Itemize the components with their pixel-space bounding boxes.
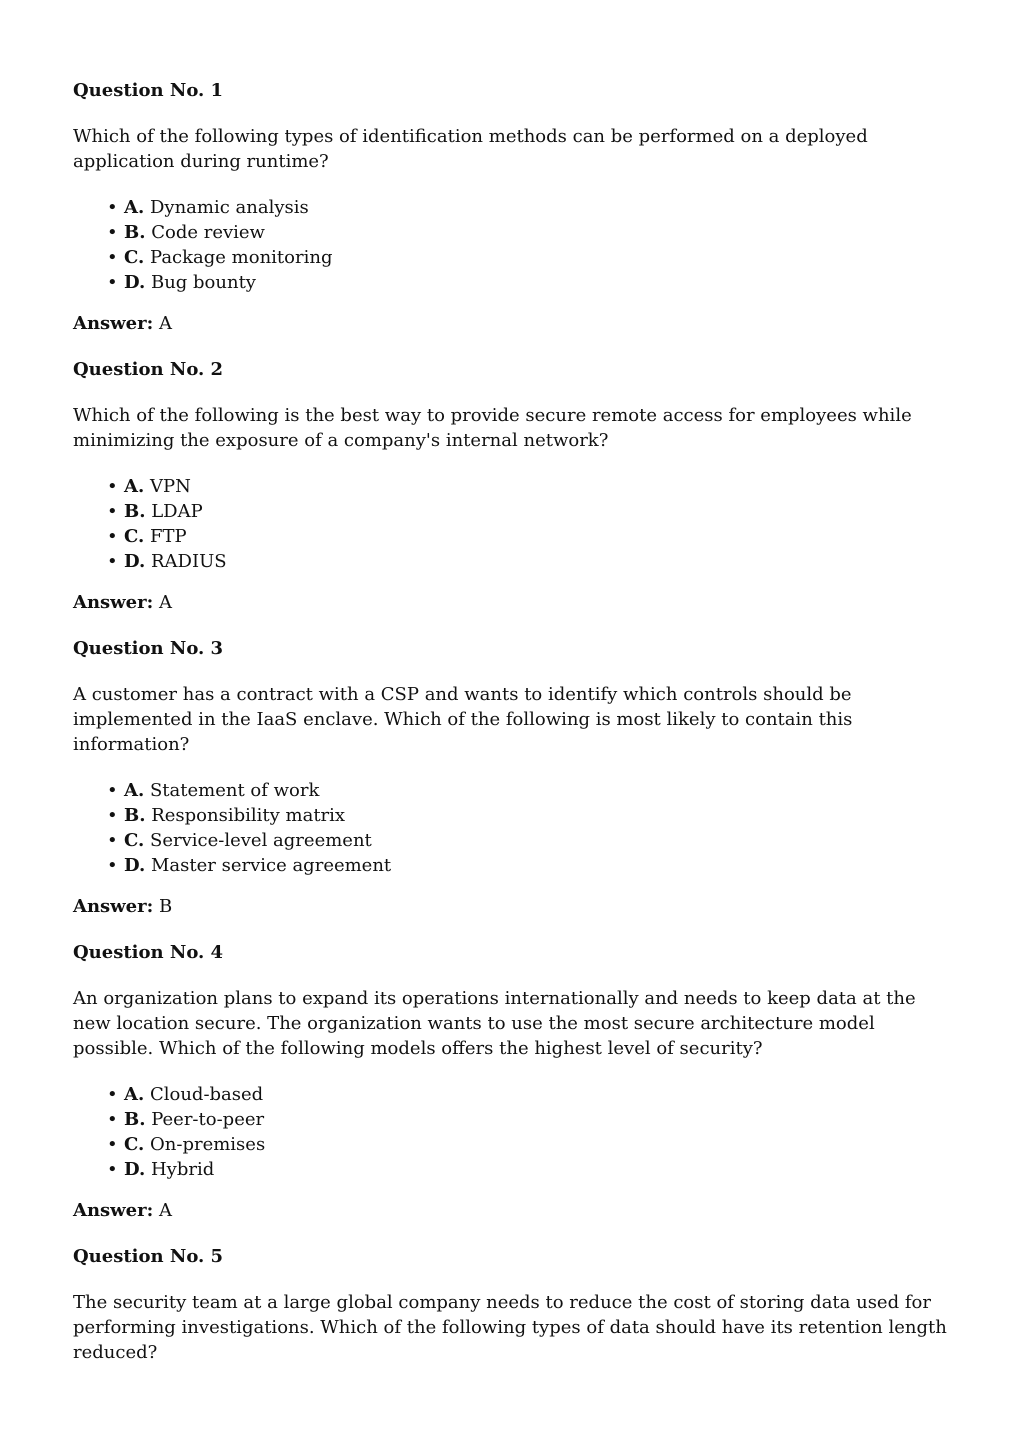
option-letter: D. — [124, 855, 146, 876]
answer-label: Answer: — [73, 1200, 154, 1221]
answer-value: A — [159, 313, 172, 334]
bullet-icon: • — [107, 222, 118, 243]
answer-options — [73, 1082, 951, 1182]
option-d — [107, 549, 951, 574]
option-text: On-premises — [150, 1134, 266, 1155]
question-3 — [73, 636, 951, 919]
question-heading: Question No. 3 — [73, 638, 224, 659]
option-text: Statement of work — [149, 780, 320, 801]
bullet-icon: • — [107, 501, 118, 522]
question-heading: Question No. 5 — [73, 1246, 224, 1267]
option-letter: D. — [124, 272, 146, 293]
option-text: Peer-to-peer — [151, 1109, 265, 1130]
option-b — [107, 803, 951, 828]
option-a — [107, 474, 951, 499]
bullet-icon: • — [107, 551, 118, 572]
answer-value: B — [159, 896, 173, 917]
question-text: A customer has a contract with a CSP and wants to identify which controls should be implemented in the IaaS enclave. Which of the following is most likely to contain this information? — [73, 684, 853, 755]
option-b — [107, 1107, 951, 1132]
bullet-icon: • — [107, 855, 118, 876]
bullet-icon: • — [107, 476, 118, 497]
option-letter: C. — [124, 830, 145, 851]
option-letter: B. — [124, 1109, 146, 1130]
answer-line — [73, 894, 951, 919]
option-a — [107, 778, 951, 803]
option-letter: C. — [124, 1134, 145, 1155]
bullet-icon: • — [107, 1084, 118, 1105]
bullet-icon: • — [107, 247, 118, 268]
bullet-icon: • — [107, 272, 118, 293]
option-letter: B. — [124, 222, 146, 243]
option-a — [107, 1082, 951, 1107]
answer-label: Answer: — [73, 592, 154, 613]
option-d — [107, 853, 951, 878]
answer-line — [73, 311, 951, 336]
option-letter: C. — [124, 526, 145, 547]
option-letter: B. — [124, 805, 146, 826]
answer-line — [73, 590, 951, 615]
option-text: Bug bounty — [150, 272, 256, 293]
answer-value: A — [159, 1200, 172, 1221]
bullet-icon: • — [107, 197, 118, 218]
answer-line — [73, 1198, 951, 1223]
answer-options — [73, 778, 951, 878]
bullet-icon: • — [107, 1159, 118, 1180]
option-letter: A. — [124, 197, 145, 218]
bullet-icon: • — [107, 526, 118, 547]
bullet-icon: • — [107, 805, 118, 826]
question-2 — [73, 357, 951, 615]
option-text: VPN — [149, 476, 191, 497]
question-heading: Question No. 1 — [73, 80, 224, 101]
question-text: Which of the following is the best way to provide secure remote access for employees while minimizing the exposure of a company's internal network? — [73, 405, 912, 451]
option-text: LDAP — [151, 501, 203, 522]
option-c — [107, 1132, 951, 1157]
option-letter: D. — [124, 1159, 146, 1180]
option-text: Code review — [151, 222, 265, 243]
option-b — [107, 220, 951, 245]
option-d — [107, 270, 951, 295]
bullet-icon: • — [107, 1109, 118, 1130]
question-text: The security team at a large global company needs to reduce the cost of storing data used for performing investigations. Which of the following types of data should have its retention length reduced? — [73, 1292, 947, 1363]
question-text: An organization plans to expand its operations internationally and needs to keep data at the new location secure. The organization wants to use the most secure architecture model possible. Which of the following models offers the highest level of security? — [73, 988, 916, 1059]
question-heading: Question No. 2 — [73, 359, 224, 380]
option-text: FTP — [150, 526, 187, 547]
option-letter: D. — [124, 551, 146, 572]
option-text: Service-level agreement — [150, 830, 372, 851]
option-letter: C. — [124, 247, 145, 268]
question-1 — [73, 78, 951, 336]
option-a — [107, 195, 951, 220]
option-text: Responsibility matrix — [151, 805, 346, 826]
option-text: Package monitoring — [150, 247, 333, 268]
question-5 — [73, 1244, 951, 1365]
question-heading: Question No. 4 — [73, 942, 224, 963]
answer-options — [73, 195, 951, 295]
option-letter: A. — [124, 780, 145, 801]
bullet-icon: • — [107, 780, 118, 801]
bullet-icon: • — [107, 1134, 118, 1155]
option-c — [107, 245, 951, 270]
option-letter: B. — [124, 501, 146, 522]
option-text: Dynamic analysis — [149, 197, 309, 218]
answer-label: Answer: — [73, 313, 154, 334]
option-text: RADIUS — [150, 551, 227, 572]
option-letter: A. — [124, 1084, 145, 1105]
answer-options — [73, 474, 951, 574]
question-4 — [73, 940, 951, 1223]
option-d — [107, 1157, 951, 1182]
answer-value: A — [159, 592, 172, 613]
bullet-icon: • — [107, 830, 118, 851]
option-c — [107, 524, 951, 549]
option-text: Hybrid — [150, 1159, 215, 1180]
option-c — [107, 828, 951, 853]
option-b — [107, 499, 951, 524]
answer-label: Answer: — [73, 896, 154, 917]
option-letter: A. — [124, 476, 145, 497]
option-text: Cloud-based — [149, 1084, 264, 1105]
option-text: Master service agreement — [150, 855, 392, 876]
question-text: Which of the following types of identification methods can be performed on a deployed application during runtime? — [73, 126, 868, 172]
